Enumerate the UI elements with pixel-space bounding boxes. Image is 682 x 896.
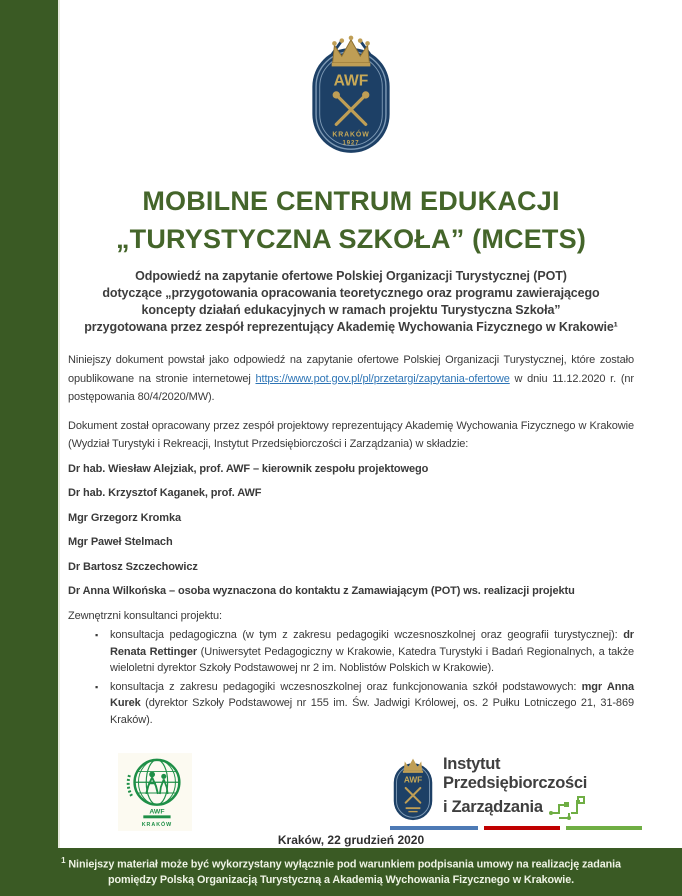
consultant-item: [95, 627, 634, 677]
awf-emblem-icon: [305, 33, 397, 160]
institute-line-2: Przedsiębiorczości: [443, 774, 588, 792]
team-member: Mgr Paweł Stelmach: [68, 536, 173, 548]
consultant-text: konsultacja z zakresu pedagogiki wczesnoszkolnej oraz funkcjonowania szkół podstawowych:: [110, 680, 582, 693]
partner-logos-row: [68, 753, 634, 835]
subtitle: [68, 268, 634, 336]
title-line-2: „TURYSTYCZNA SZKOŁA” (MCETS): [115, 224, 587, 254]
title-line-1: MOBILNE CENTRUM EDUKACJI: [142, 186, 560, 216]
footnote-marker: 1: [61, 856, 66, 865]
document-page: [60, 0, 682, 848]
consultant-item: [95, 679, 634, 729]
bar-red: [484, 826, 560, 830]
tourism-logo-city: KRAKÓW: [141, 822, 173, 829]
bullet-marker: ▪: [95, 630, 99, 640]
consultant-text: konsultacja pedagogiczna (w tym z zakresu pedagogiki wczesnoszkolnej oraz geografii turystycznej):: [110, 629, 624, 641]
institute-shield-acronym: AWF: [403, 775, 423, 785]
institute-logo-text: [443, 755, 587, 821]
team-member: Dr hab. Wiesław Alejziak, prof. AWF – kierownik zespołu projektowego: [68, 462, 429, 475]
consultant-text: (dyrektor Szkoły Podstawowej nr 155 im. Św. Jadwigi Królowej, os. 2 Pułku Lotniczego 21, 31-869 Kraków).: [110, 697, 634, 726]
consultants-heading: Zewnętrzni konsultanci projektu:: [68, 609, 222, 622]
team-member: Dr hab. Krzysztof Kaganek, prof. AWF: [68, 487, 262, 499]
footnote-body: Niniejszy materiał może być wykorzystany wyłącznie pod warunkiem podpisania umowy na realizację zadania pomiędzy Polską Organizacją Turystyczną a Akademią Wychowania Fizycznego w Krakowie.: [68, 858, 621, 886]
paragraph-offer-response: [68, 351, 634, 407]
paragraph-text: w dniu 11.12.2020 r. (nr postępowania 80/4/2020/MW).: [68, 372, 634, 403]
subtitle-line: Odpowiedź na zapytanie ofertowe Polskiej Organizacji Turystycznej (POT): [135, 269, 567, 283]
consultant-text: (Uniwersytet Pedagogiczny w Krakowie, Katedra Turystyki i Badań Regionalnych, a także wieloletni dyrektor Szkoły Podstawowej nr 2 im. Noblistów Polskich w Krakowie).: [110, 645, 635, 674]
bullet-marker: ▪: [95, 681, 99, 692]
paragraph-text: Niniejszy dokument powstał jako odpowiedź na zapytanie ofertowe Polskiej Organizacji Turystycznej, które zostało opublikowane na stronie internetowej: [68, 354, 634, 385]
subtitle-line: przygotowana przez zespół reprezentujący Akademię Wychowania Fizycznego w Krakowie¹: [84, 320, 618, 334]
team-member: Dr Anna Wilkońska – osoba wyznaczona do kontaktu z Zamawiającym (POT) ws. realizacji projektu: [68, 585, 575, 597]
page-footer-band: [0, 848, 682, 896]
page-border-left: [0, 0, 58, 896]
team-member: Dr Bartosz Szczechowicz: [68, 560, 198, 573]
bar-green: [566, 826, 642, 830]
awf-tourism-logo-icon: [118, 753, 192, 836]
consultant-name: mgr Anna Kurek: [110, 680, 634, 709]
institute-shield-icon: [390, 755, 436, 821]
date-line: Kraków, 22 grudzień 2020: [277, 833, 425, 847]
team-member: Mgr Grzegorz Kromka: [68, 511, 182, 524]
footnote-text: [41, 853, 641, 888]
emblem-acronym: AWF: [333, 72, 369, 90]
subtitle-line: dotyczące „przygotowania opracowania teoretycznego oraz programu zawierającego: [102, 286, 600, 300]
team-list: [68, 460, 634, 602]
consultant-name: dr Renata Rettinger: [110, 629, 634, 658]
document-title: [68, 182, 634, 258]
bar-blue: [390, 826, 478, 830]
tourism-logo-acronym: AWF: [149, 808, 165, 816]
institute-logo-bars: [390, 826, 642, 830]
paragraph-team-intro: Dokument został opracowany przez zespół projektowy reprezentujący Akademię Wychowania Fizycznego w Krakowie (Wydział Turystyki i Rekreacji, Instytut Przedsiębiorczości i Zarządzania) w składzie:: [68, 419, 634, 450]
subtitle-line: koncepty działań edukacyjnych w ramach projektu Turystyczna Szkoła”: [141, 303, 561, 317]
institute-line-1: Instytut: [443, 755, 501, 773]
institute-line-3: i Zarządzania: [443, 797, 543, 816]
consultants-list: [68, 627, 634, 728]
emblem-year: 1927: [342, 140, 360, 147]
emblem-city: KRAKÓW: [332, 131, 370, 139]
institute-logo: [390, 755, 642, 830]
circuit-icon: [549, 793, 585, 821]
pot-tenders-link[interactable]: https://www.pot.gov.pl/pl/przetargi/zapytania-ofertowe: [255, 372, 510, 385]
